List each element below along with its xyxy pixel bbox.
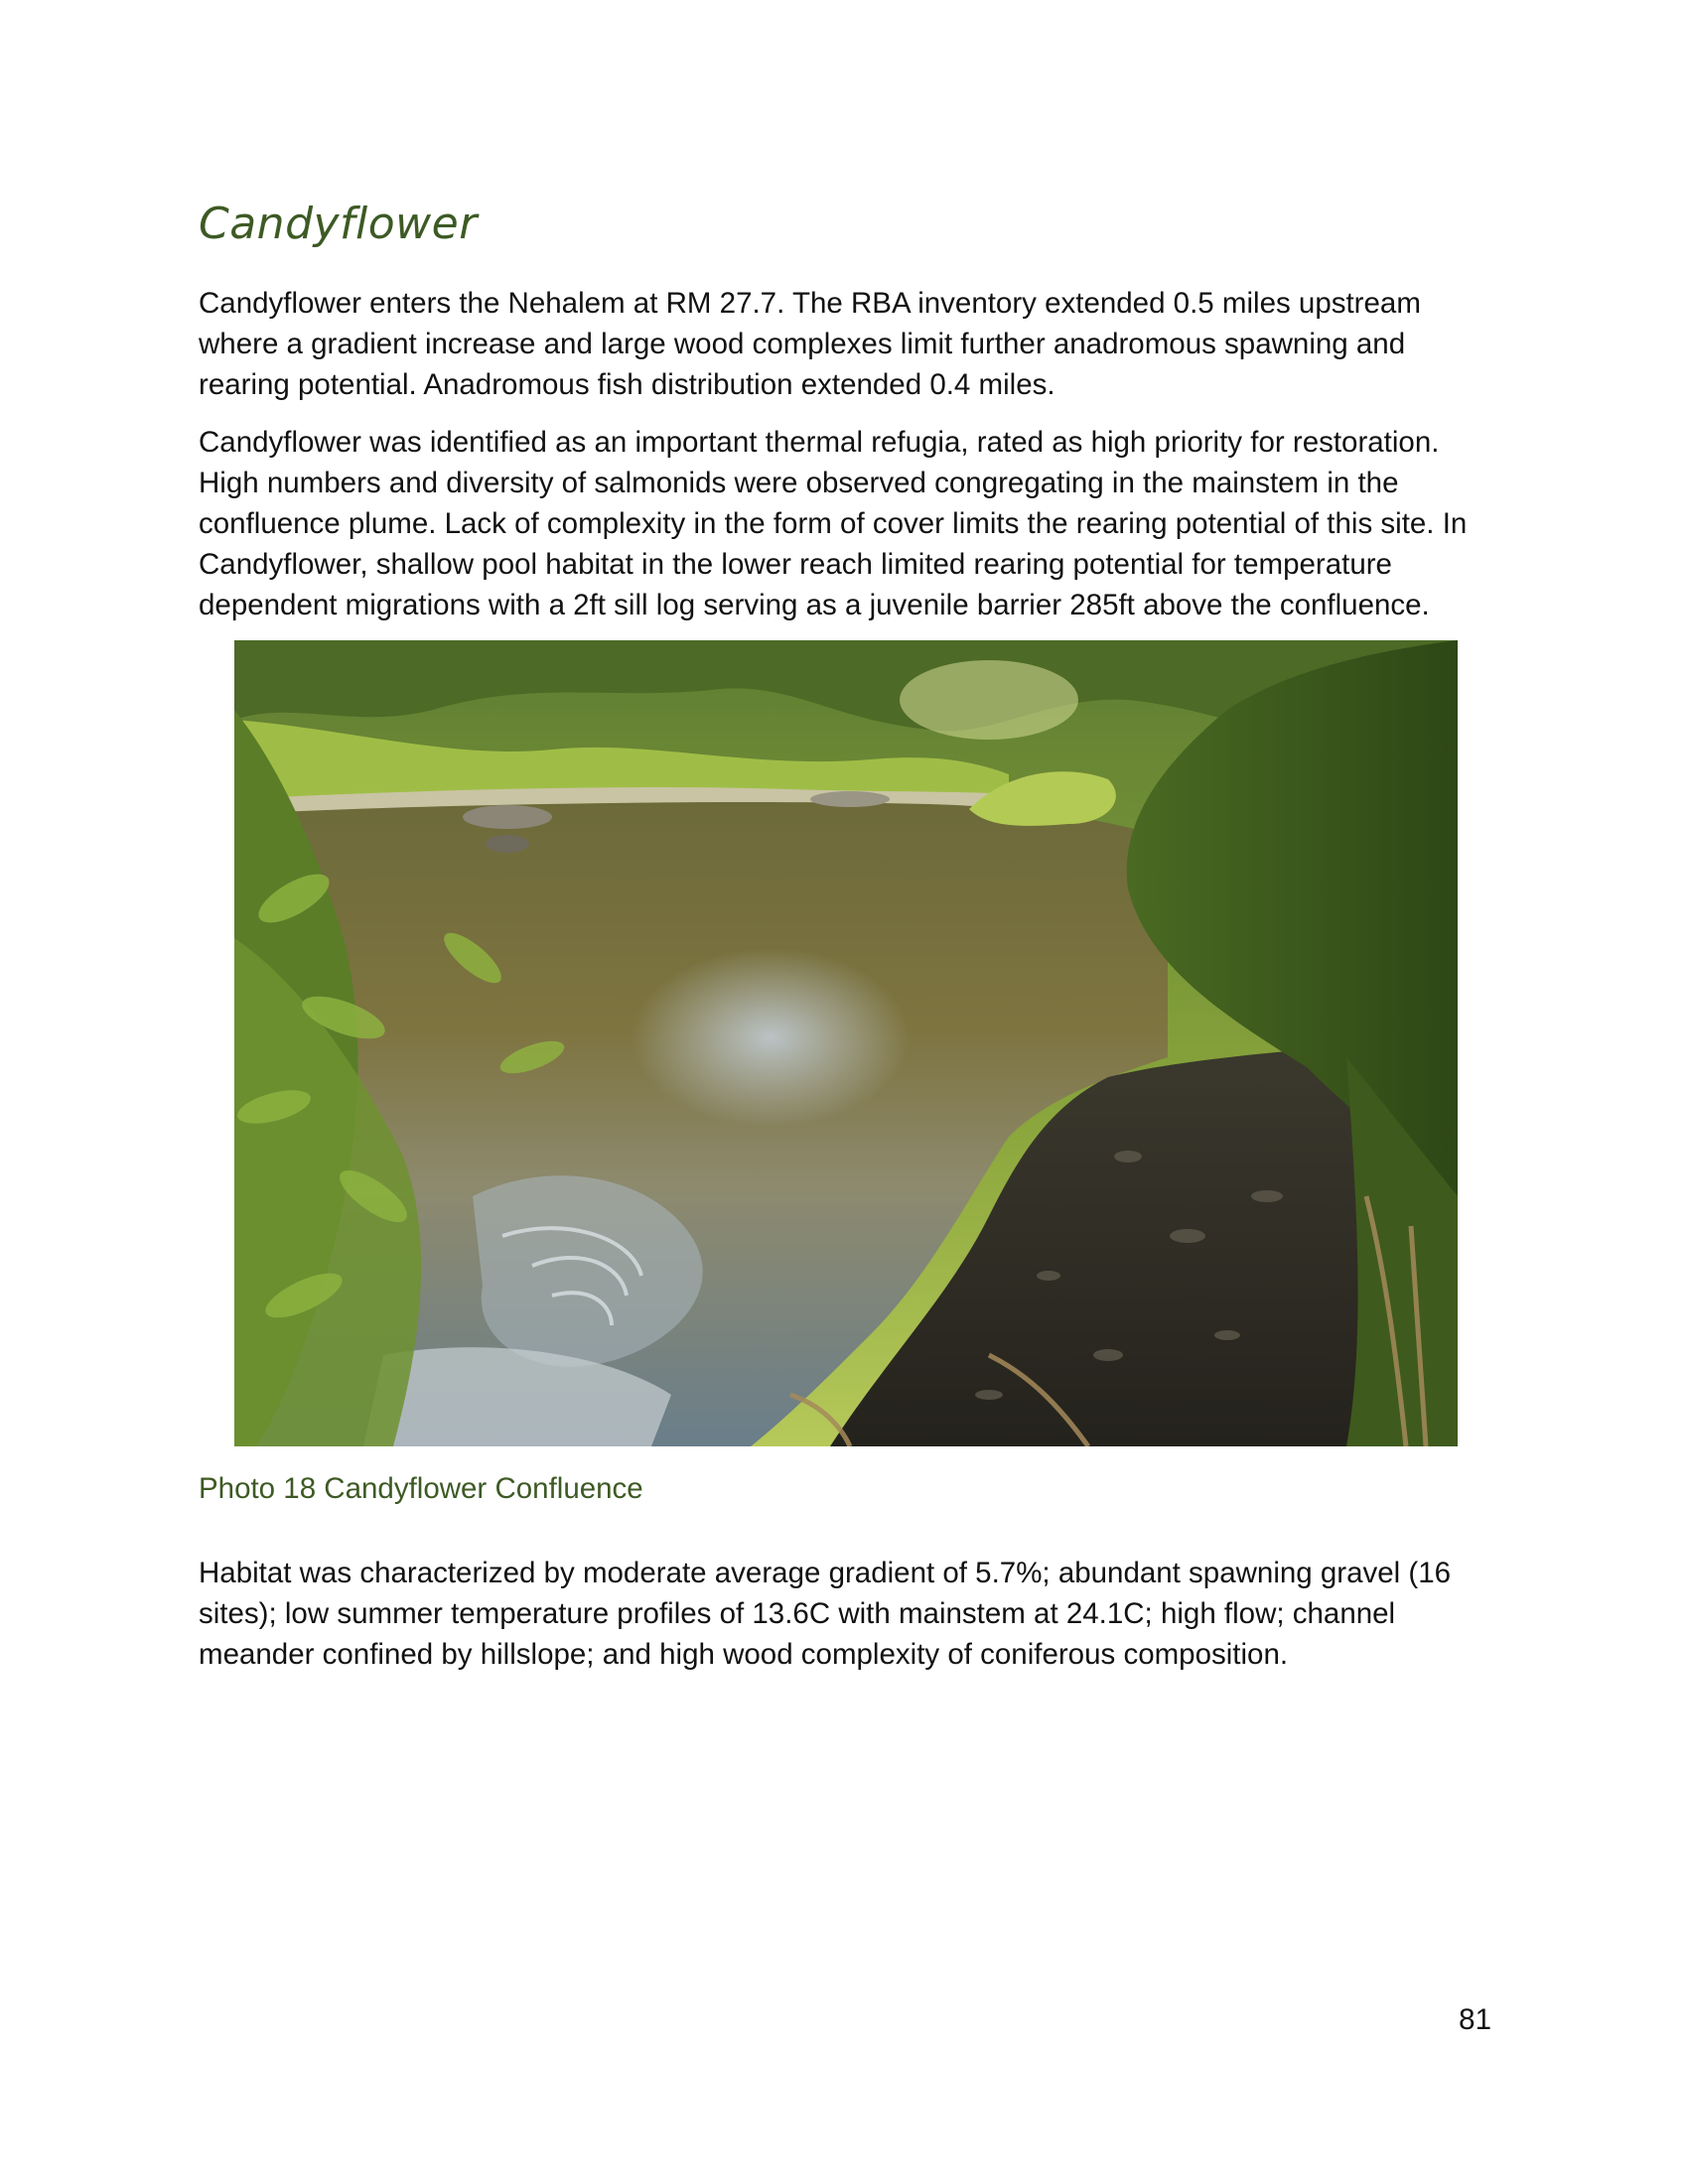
section-heading: Candyflower [199, 199, 478, 249]
body-paragraph-3: Habitat was characterized by moderate average gradient of 5.7%; abundant spawning gravel (16 sites); low summer temperature profiles of 13.6C with mainstem at 24.1C; high flow; channel meander confined by hillslope; and high wood complexity of coniferous composition. [199, 1557, 1452, 1671]
photo-caption: Photo 18 Candyflower Confluence [199, 1472, 643, 1505]
body-paragraph-2: Candyflower was identified as an important thermal refugia, rated as high priority for restoration. High numbers and diversity of salmonids were observed congregating in the mainstem in the confluence plume. Lack of complexity in the form of cover limits the rearing potential of this site. In Candyflower, shallow pool habitat in the lower reach limited rearing potential for temperature dependent migrations with a 2ft sill log serving as a juvenile barrier 285ft above the confluence. [199, 426, 1468, 621]
river-confluence-photo [234, 640, 1458, 1446]
page-number: 81 [1459, 2003, 1491, 2036]
body-paragraph-1: Candyflower enters the Nehalem at RM 27.7. The RBA inventory extended 0.5 miles upstream where a gradient increase and large wood complexes limit further anadromous spawning and rearing potential. Anadromous fish distribution extended 0.4 miles. [199, 287, 1421, 401]
